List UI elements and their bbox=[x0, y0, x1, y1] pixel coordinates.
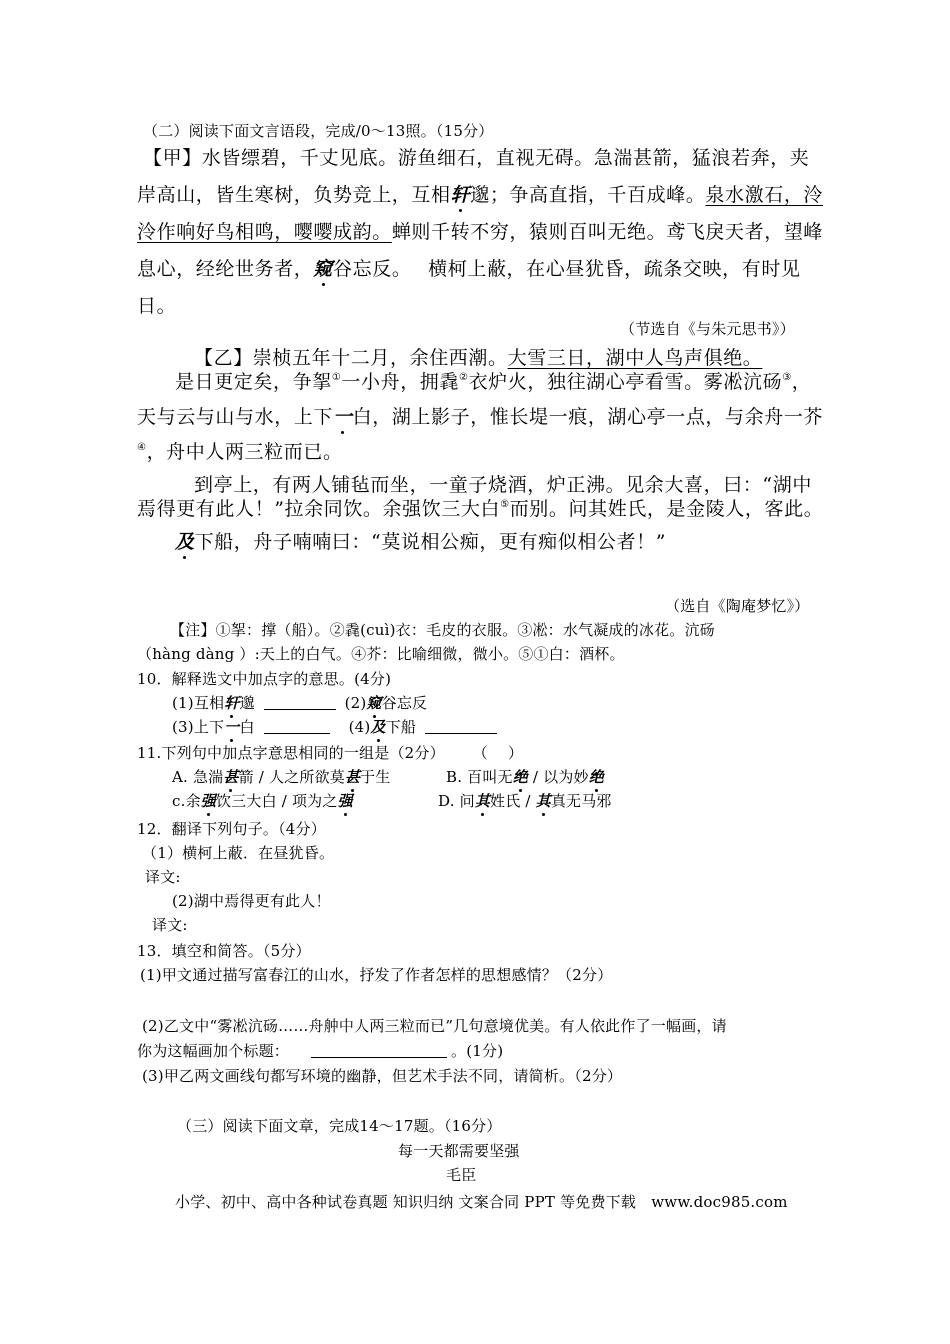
q12-translation-label-2: 译文: bbox=[152, 916, 188, 934]
q12-sentence-2: (2)湖中焉得更有此人！ bbox=[172, 892, 331, 910]
notes-line-1: 【注】①挐：撑（船）。②毳(cuì)衣：毛皮的衣服。③凇：水气凝成的冰花。沆砀 bbox=[170, 621, 715, 639]
emphasis-char: 绝 bbox=[512, 768, 528, 786]
q13-part-1: (1)甲文通过描写富春江的山水，抒发了作者怎样的思想感情？（2分） bbox=[140, 966, 613, 984]
jia-line-3: 泠作响好鸟相鸣，嘤嘤成韵。蝉则千转不穷，猿则百叫无绝。鸢飞戾天者，望峰 bbox=[137, 221, 824, 243]
jia-line-5: 日。 bbox=[137, 295, 177, 317]
q12-translation-label-1: 译文: bbox=[145, 868, 181, 886]
yi-line-7: 及下船，舟子喃喃曰：“莫说相公痴，更有痴似相公者！” bbox=[175, 531, 667, 553]
q12-sentence-1: （1）横柯上蔽．在昼犹昏。 bbox=[142, 844, 335, 862]
emphasis-char: 一 bbox=[333, 406, 353, 428]
underlined-sentence: 大雪三日，湖中人鸟声俱绝。 bbox=[507, 347, 763, 369]
q11-option-d: D. 问其姓氏 / 其真无马邪 bbox=[438, 792, 612, 810]
yi-line-2: 是日更定矣，争挐①一小舟，拥毳②衣炉火，独往湖心亭看雪。雾凇沆砀③， bbox=[175, 371, 812, 393]
emphasis-char: 甚 bbox=[223, 768, 239, 786]
answer-blank-3[interactable] bbox=[264, 732, 330, 734]
q12-stem: 12．翻译下列句子。（4分） bbox=[137, 820, 326, 838]
q10-items-row2: (3)上下一白 (4)及下船 bbox=[172, 716, 501, 737]
emphasis-char: 绝 bbox=[588, 768, 604, 786]
footer-ad: 小学、初中、高中各种试卷真题 知识归纳 文案合同 PPT 等免费下载 www.doc985.com bbox=[175, 1193, 788, 1211]
q11-option-b: B. 百叫无绝 / 以为妙绝 bbox=[446, 768, 604, 786]
emphasis-char: 及 bbox=[175, 531, 195, 553]
q11-stem: 11.下列句中加点字意思相同的一组是（2分） （ ） bbox=[137, 744, 524, 762]
q10-stem: 10．解释选文中加点字的意思。(4分) bbox=[137, 670, 392, 688]
emphasis-char: 窥 bbox=[366, 694, 382, 712]
q10-items-row1: (1)互相轩邈 (2)窥谷忘反 bbox=[172, 694, 428, 712]
yi-line-3: 天与云与山与水，上下一白，湖上影子，惟长堤一痕，湖心亭一点，与余舟一芥 bbox=[137, 406, 824, 428]
answer-blank-4[interactable] bbox=[425, 732, 497, 734]
title-answer-blank[interactable] bbox=[311, 1056, 447, 1058]
jia-line-2: 岸高山，皆生寒树，负势竞上，互相轩邈；争高直指，千百成峰。泉水激石，泠 bbox=[137, 184, 824, 206]
section3-heading: （三）阅读下面文章，完成14～17题。（16分） bbox=[177, 1117, 502, 1135]
emphasis-char: 甚 bbox=[344, 768, 361, 786]
jia-line-1: 【甲】水皆缥碧，千丈见底。游鱼细石，直视无碍。急湍甚箭，猛浪若奔，夹 bbox=[143, 147, 810, 169]
emphasis-char: 窥 bbox=[313, 258, 334, 280]
yi-line-1: 【乙】崇桢五年十二月，余住西潮。大雪三日，湖中人鸟声俱绝。 bbox=[194, 347, 763, 369]
yi-source: （选自《陶庵梦忆》） bbox=[665, 597, 810, 615]
q11-option-c: c.余强饮三大白 / 项为之强 bbox=[172, 792, 353, 810]
underlined-sentence: 泠作响好鸟相鸣，嘤嘤成韵。 bbox=[137, 221, 392, 243]
jia-line-4: 息心，经纶世务者，窥谷忘反。 横柯上蔽，在心昼犹昏，疏条交映，有时见 bbox=[137, 258, 801, 280]
jia-source: （节选自《与朱元思书》） bbox=[620, 320, 795, 338]
emphasis-char: 及 bbox=[370, 718, 386, 736]
q13-part-2: (2)乙文中“雾凇沆砀……舟舯中人两三粒而已”几句意境优美。有人依此作了一幅画，请 bbox=[142, 1017, 727, 1035]
q11-option-a: A. 急湍甚箭 / 人之所欲莫甚于生 bbox=[172, 768, 391, 786]
q13-stem: 13．填空和简答。（5分） bbox=[137, 942, 311, 960]
emphasis-char: 强 bbox=[337, 792, 353, 810]
yi-line-5: 到亭上，有两人铺毡而坐，一童子烧酒，炉正沸。见余大喜，曰：“湖中 bbox=[194, 474, 812, 496]
emphasis-char: 其 bbox=[535, 792, 551, 810]
answer-blank-1[interactable] bbox=[264, 708, 336, 710]
emphasis-char: 强 bbox=[200, 792, 216, 810]
section2-heading: （二）阅读下面文言语段，完成/0～13照。（15分） bbox=[143, 122, 494, 140]
q13-part-3: (3)甲乙两文画线句都写环境的幽静，但艺术手法不同，请简析。（2分） bbox=[142, 1067, 623, 1085]
emphasis-char: 轩 bbox=[450, 184, 471, 206]
emphasis-char: 其 bbox=[474, 792, 491, 810]
notes-line-2: （hàng dàng ）:天上的白气。④芥：比喻细微，微小。⑤①白：酒杯。 bbox=[137, 645, 625, 663]
q13-part-2-cont: 你为这幅画加个标题： 。(1分) bbox=[137, 1042, 504, 1060]
yi-line-4: ④，舟中人两三粒而已。 bbox=[137, 441, 343, 463]
emphasis-char: 一 bbox=[224, 718, 240, 736]
yi-line-6: 焉得更有此人！”拉余同饮。余强饮三大白⑤而别。问其姓氏，是金陵人，客此。 bbox=[137, 498, 824, 520]
underlined-sentence: 泉水激石，泠 bbox=[705, 184, 824, 206]
article-title: 每一天都需要坚强 bbox=[398, 1142, 520, 1160]
emphasis-char: 轩 bbox=[224, 694, 240, 712]
article-author: 毛臣 bbox=[446, 1166, 477, 1184]
